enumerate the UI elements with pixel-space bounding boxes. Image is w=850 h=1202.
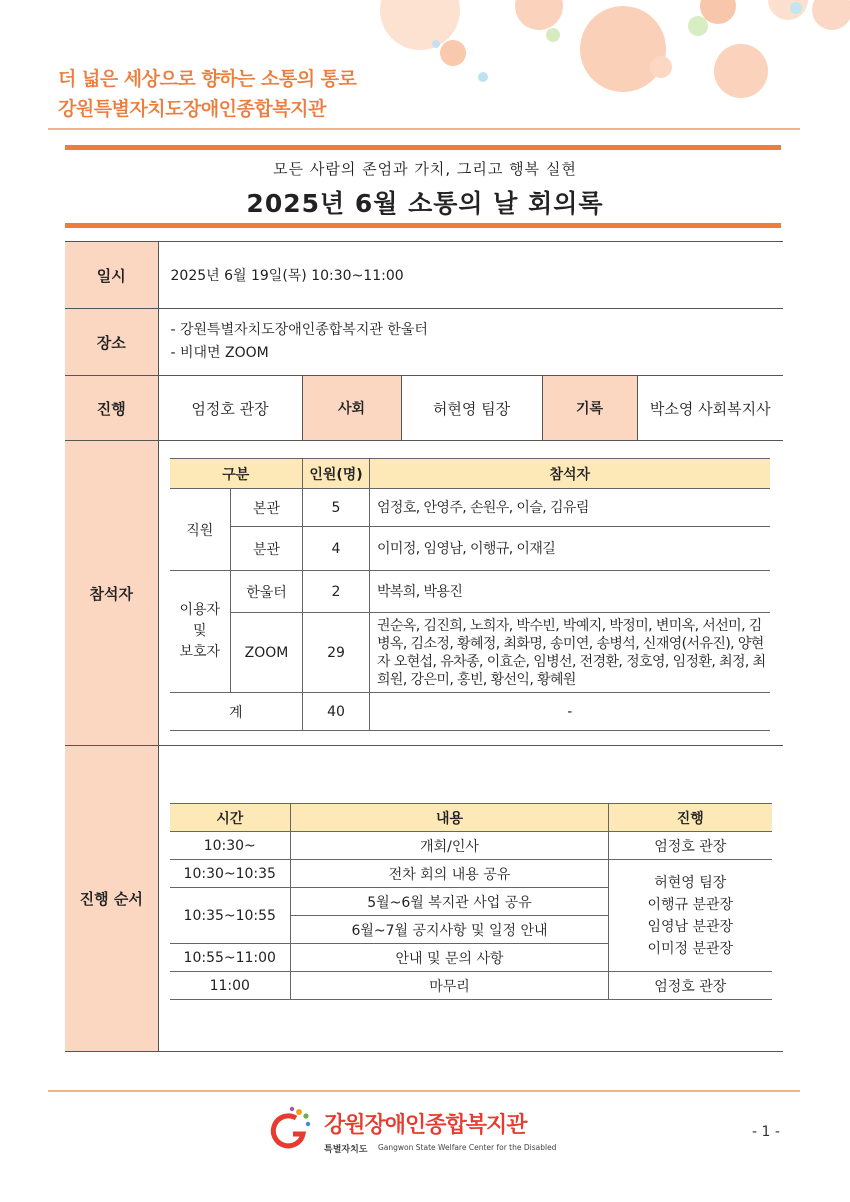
attendee-count: 29 — [303, 613, 370, 693]
logo-mark-icon — [266, 1104, 318, 1154]
schedule-time: 10:35~10:55 — [170, 888, 291, 944]
title-top-rule — [65, 145, 781, 150]
schedule-content: 5월~6월 복지관 사업 공유 — [291, 888, 609, 916]
record-value: 박소영 사회복지사 — [637, 376, 783, 441]
progress-value: 엄정호 관장 — [158, 376, 302, 441]
attendees-table — [170, 458, 770, 731]
place-label: 장소 — [65, 309, 158, 376]
schedule-header-content: 내용 — [291, 804, 609, 832]
place-line-2: - 비대면 ZOOM — [170, 345, 269, 361]
schedule-time: 10:30~10:35 — [170, 860, 291, 888]
attendee-subgroup: 본관 — [231, 489, 303, 527]
total-count: 40 — [303, 693, 370, 731]
attendee-names: 이미정, 임영남, 이행규, 이재길 — [370, 527, 770, 571]
attendee-subgroup: 분관 — [231, 527, 303, 571]
date-label: 일시 — [65, 242, 158, 309]
schedule-header-time: 시간 — [170, 804, 291, 832]
schedule-content: 전차 회의 내용 공유 — [291, 860, 609, 888]
schedule-header-host: 진행 — [609, 804, 772, 832]
user-group-line-1: 이용자 — [179, 602, 221, 618]
attendee-subgroup: ZOOM — [231, 613, 303, 693]
place-line-1: - 강원특별자치도장애인종합복지관 한울터 — [170, 322, 428, 338]
schedule-label: 진행 순서 — [65, 746, 158, 1052]
attendees-header-count: 인원(명) — [303, 459, 370, 489]
mc-value: 허현영 팀장 — [401, 376, 542, 441]
schedule-cell — [158, 746, 783, 1052]
document-subtitle: 모든 사람의 존엄과 가치, 그리고 행복 실현 — [273, 160, 577, 178]
schedule-table — [170, 803, 772, 1000]
schedule-merged-hosts — [609, 860, 772, 972]
document-title: 2025년 6월 소통의 날 회의록 — [246, 189, 604, 218]
title-bottom-rule — [65, 223, 781, 228]
footer-divider — [48, 1090, 800, 1092]
logo-sub-left: 특별자치도 — [324, 1145, 368, 1155]
schedule-host: 엄정호 관장 — [609, 832, 772, 860]
total-label: 계 — [170, 693, 303, 731]
attendee-count: 4 — [303, 527, 370, 571]
schedule-time: 10:30~ — [170, 832, 291, 860]
progress-label: 진행 — [65, 376, 158, 441]
attendee-count: 5 — [303, 489, 370, 527]
schedule-time: 10:55~11:00 — [170, 944, 291, 972]
attendees-header-names: 참석자 — [370, 459, 770, 489]
slogan-line-1: 더 넓은 세상으로 향하는 소통의 통로 — [58, 68, 357, 90]
footer-logo — [266, 1104, 566, 1160]
schedule-content: 개회/인사 — [291, 832, 609, 860]
schedule-time: 11:00 — [170, 972, 291, 1000]
header-divider — [48, 128, 800, 130]
attendee-names: 박복희, 박용진 — [370, 571, 770, 613]
attendee-count: 2 — [303, 571, 370, 613]
total-names: - — [370, 693, 770, 731]
attendees-header-category: 구분 — [170, 459, 303, 489]
place-value — [158, 309, 783, 376]
attendee-names: 권순옥, 김진희, 노희자, 박수빈, 박예지, 박정미, 변미옥, 서선미, 김병옥, 김소정, 황혜정, 최화명, 송미연, 송병석, 신재영(서유진), 양현자 오현섭, 유차종, 이효순, 임병선, 전경환, 정호영, 임정환, 최정, 최희원, 강은미, 홍빈, 황선익, 황혜원 — [370, 613, 770, 693]
schedule-host: 허현영 팀장 — [654, 874, 727, 891]
schedule-host: 이행규 분관장 — [647, 896, 734, 913]
logo-main-text: 강원장애인종합복지관 — [324, 1113, 527, 1138]
schedule-content: 6월~7월 공지사항 및 일정 안내 — [291, 916, 609, 944]
logo-sub-right: Gangwon State Welfare Center for the Disabled — [378, 1143, 557, 1152]
slogan-line-2: 강원특별자치도장애인종합복지관 — [58, 98, 326, 120]
attendee-names: 엄정호, 안영주, 손원우, 이슬, 김유림 — [370, 489, 770, 527]
record-label: 기록 — [542, 376, 637, 441]
date-value: 2025년 6월 19일(목) 10:30~11:00 — [158, 242, 783, 309]
staff-group: 직원 — [170, 489, 231, 571]
schedule-host: 임영남 분관장 — [647, 918, 734, 935]
attendees-label: 참석자 — [65, 441, 158, 746]
schedule-host: 엄정호 관장 — [609, 972, 772, 1000]
schedule-host: 이미정 분관장 — [647, 940, 734, 957]
page-number: - 1 - — [752, 1124, 780, 1140]
mc-label: 사회 — [302, 376, 401, 441]
attendees-cell — [158, 441, 783, 746]
meeting-info-table — [65, 241, 783, 1052]
schedule-content: 안내 및 문의 사항 — [291, 944, 609, 972]
user-group — [170, 571, 231, 693]
user-group-line-2: 및 — [192, 623, 207, 639]
attendee-subgroup: 한울터 — [231, 571, 303, 613]
user-group-line-3: 보호자 — [179, 644, 221, 660]
schedule-content: 마무리 — [291, 972, 609, 1000]
